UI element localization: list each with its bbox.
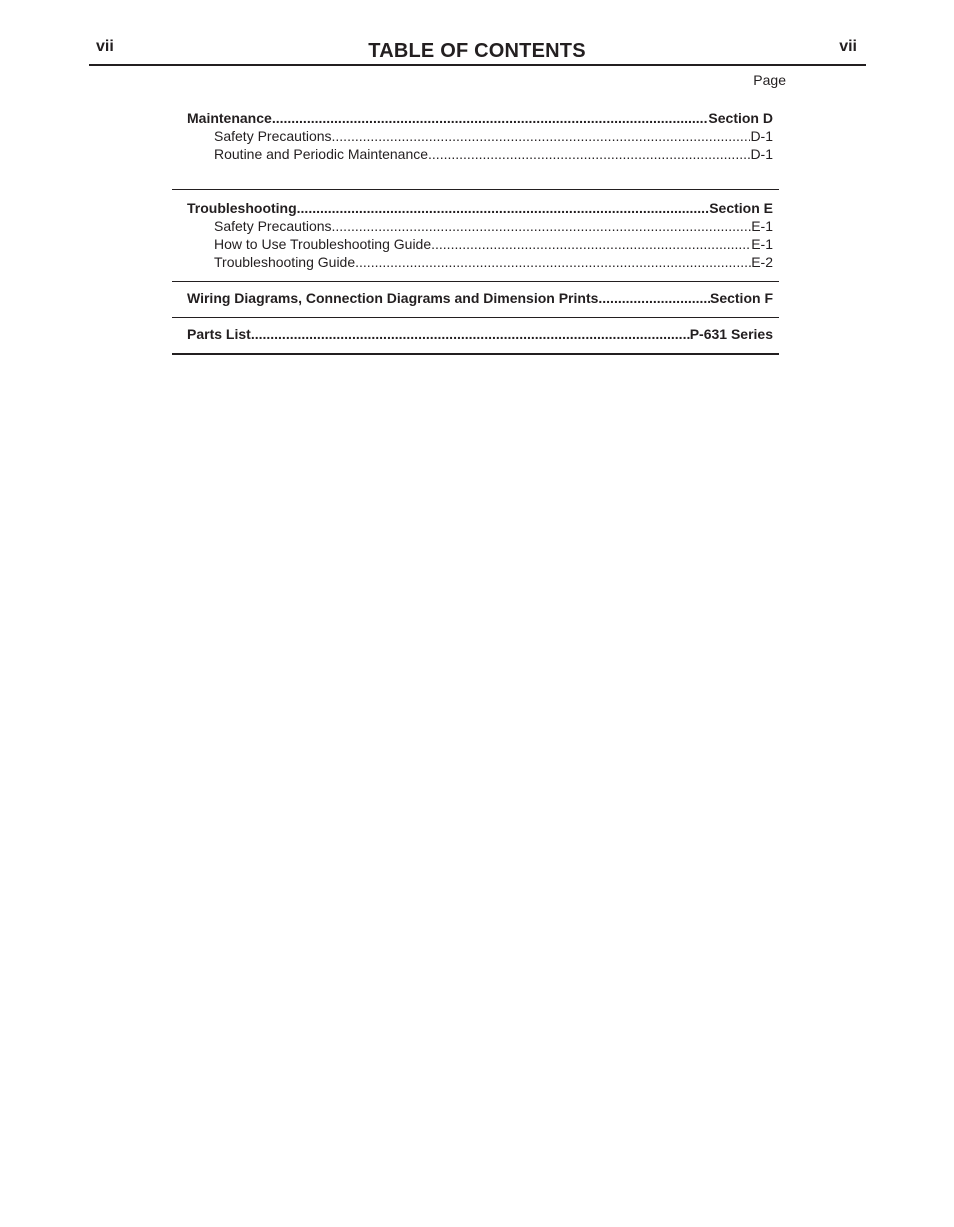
toc-subentry[interactable] bbox=[187, 235, 773, 253]
toc-entry-troubleshooting[interactable] bbox=[187, 199, 773, 217]
toc-entry-page: Section F bbox=[709, 290, 773, 306]
header-rule bbox=[89, 64, 866, 66]
toc-subentry-label: Safety Precautions bbox=[214, 218, 332, 234]
toc-section-wiring-diagrams bbox=[172, 281, 779, 317]
toc-entry-label: Maintenance bbox=[187, 110, 272, 126]
table-of-contents bbox=[172, 107, 779, 353]
toc-entry-page: Section E bbox=[709, 200, 773, 216]
leader-dots bbox=[598, 289, 710, 307]
toc-subentry[interactable] bbox=[187, 127, 773, 145]
toc-subentry-label: Troubleshooting Guide bbox=[214, 254, 356, 270]
page-number-right: vii bbox=[839, 38, 857, 55]
toc-subentry[interactable] bbox=[187, 217, 773, 235]
page-number-left: vii bbox=[96, 38, 114, 55]
toc-subentry-page: E-2 bbox=[751, 254, 773, 270]
toc-subentry-page: E-1 bbox=[751, 218, 773, 234]
toc-section-parts-list bbox=[172, 317, 779, 353]
toc-bottom-rule bbox=[172, 353, 779, 355]
toc-subentry-page: D-1 bbox=[750, 146, 773, 162]
toc-subentry-label: Safety Precautions bbox=[214, 128, 332, 144]
toc-entry-label: Troubleshooting bbox=[187, 200, 297, 216]
toc-entry-wiring-diagrams[interactable] bbox=[187, 289, 773, 307]
page-column-label: Page bbox=[753, 72, 786, 88]
leader-dots bbox=[332, 217, 752, 235]
leader-dots bbox=[355, 253, 751, 271]
toc-subentry[interactable] bbox=[187, 253, 773, 271]
toc-section-maintenance bbox=[172, 107, 779, 189]
toc-entry-page: P-631 Series bbox=[689, 326, 773, 342]
leader-dots bbox=[332, 127, 751, 145]
toc-section-troubleshooting bbox=[172, 189, 779, 281]
toc-entry-label: Parts List bbox=[187, 326, 251, 342]
toc-entry-label: Wiring Diagrams, Connection Diagrams and Dimension Prints bbox=[187, 290, 599, 306]
leader-dots bbox=[297, 199, 710, 217]
leader-dots bbox=[272, 109, 709, 127]
toc-entry-page: Section D bbox=[708, 110, 773, 126]
toc-subentry-label: Routine and Periodic Maintenance bbox=[214, 146, 429, 162]
toc-subentry[interactable] bbox=[187, 145, 773, 163]
toc-entry-parts-list[interactable] bbox=[187, 325, 773, 343]
toc-subentry-page: E-1 bbox=[751, 236, 773, 252]
toc-subentry-page: D-1 bbox=[750, 128, 773, 144]
toc-subentry-label: How to Use Troubleshooting Guide bbox=[214, 236, 432, 252]
leader-dots bbox=[431, 235, 751, 253]
leader-dots bbox=[428, 145, 750, 163]
toc-entry-maintenance[interactable] bbox=[187, 109, 773, 127]
page-title: TABLE OF CONTENTS bbox=[368, 40, 586, 62]
leader-dots bbox=[251, 325, 690, 343]
